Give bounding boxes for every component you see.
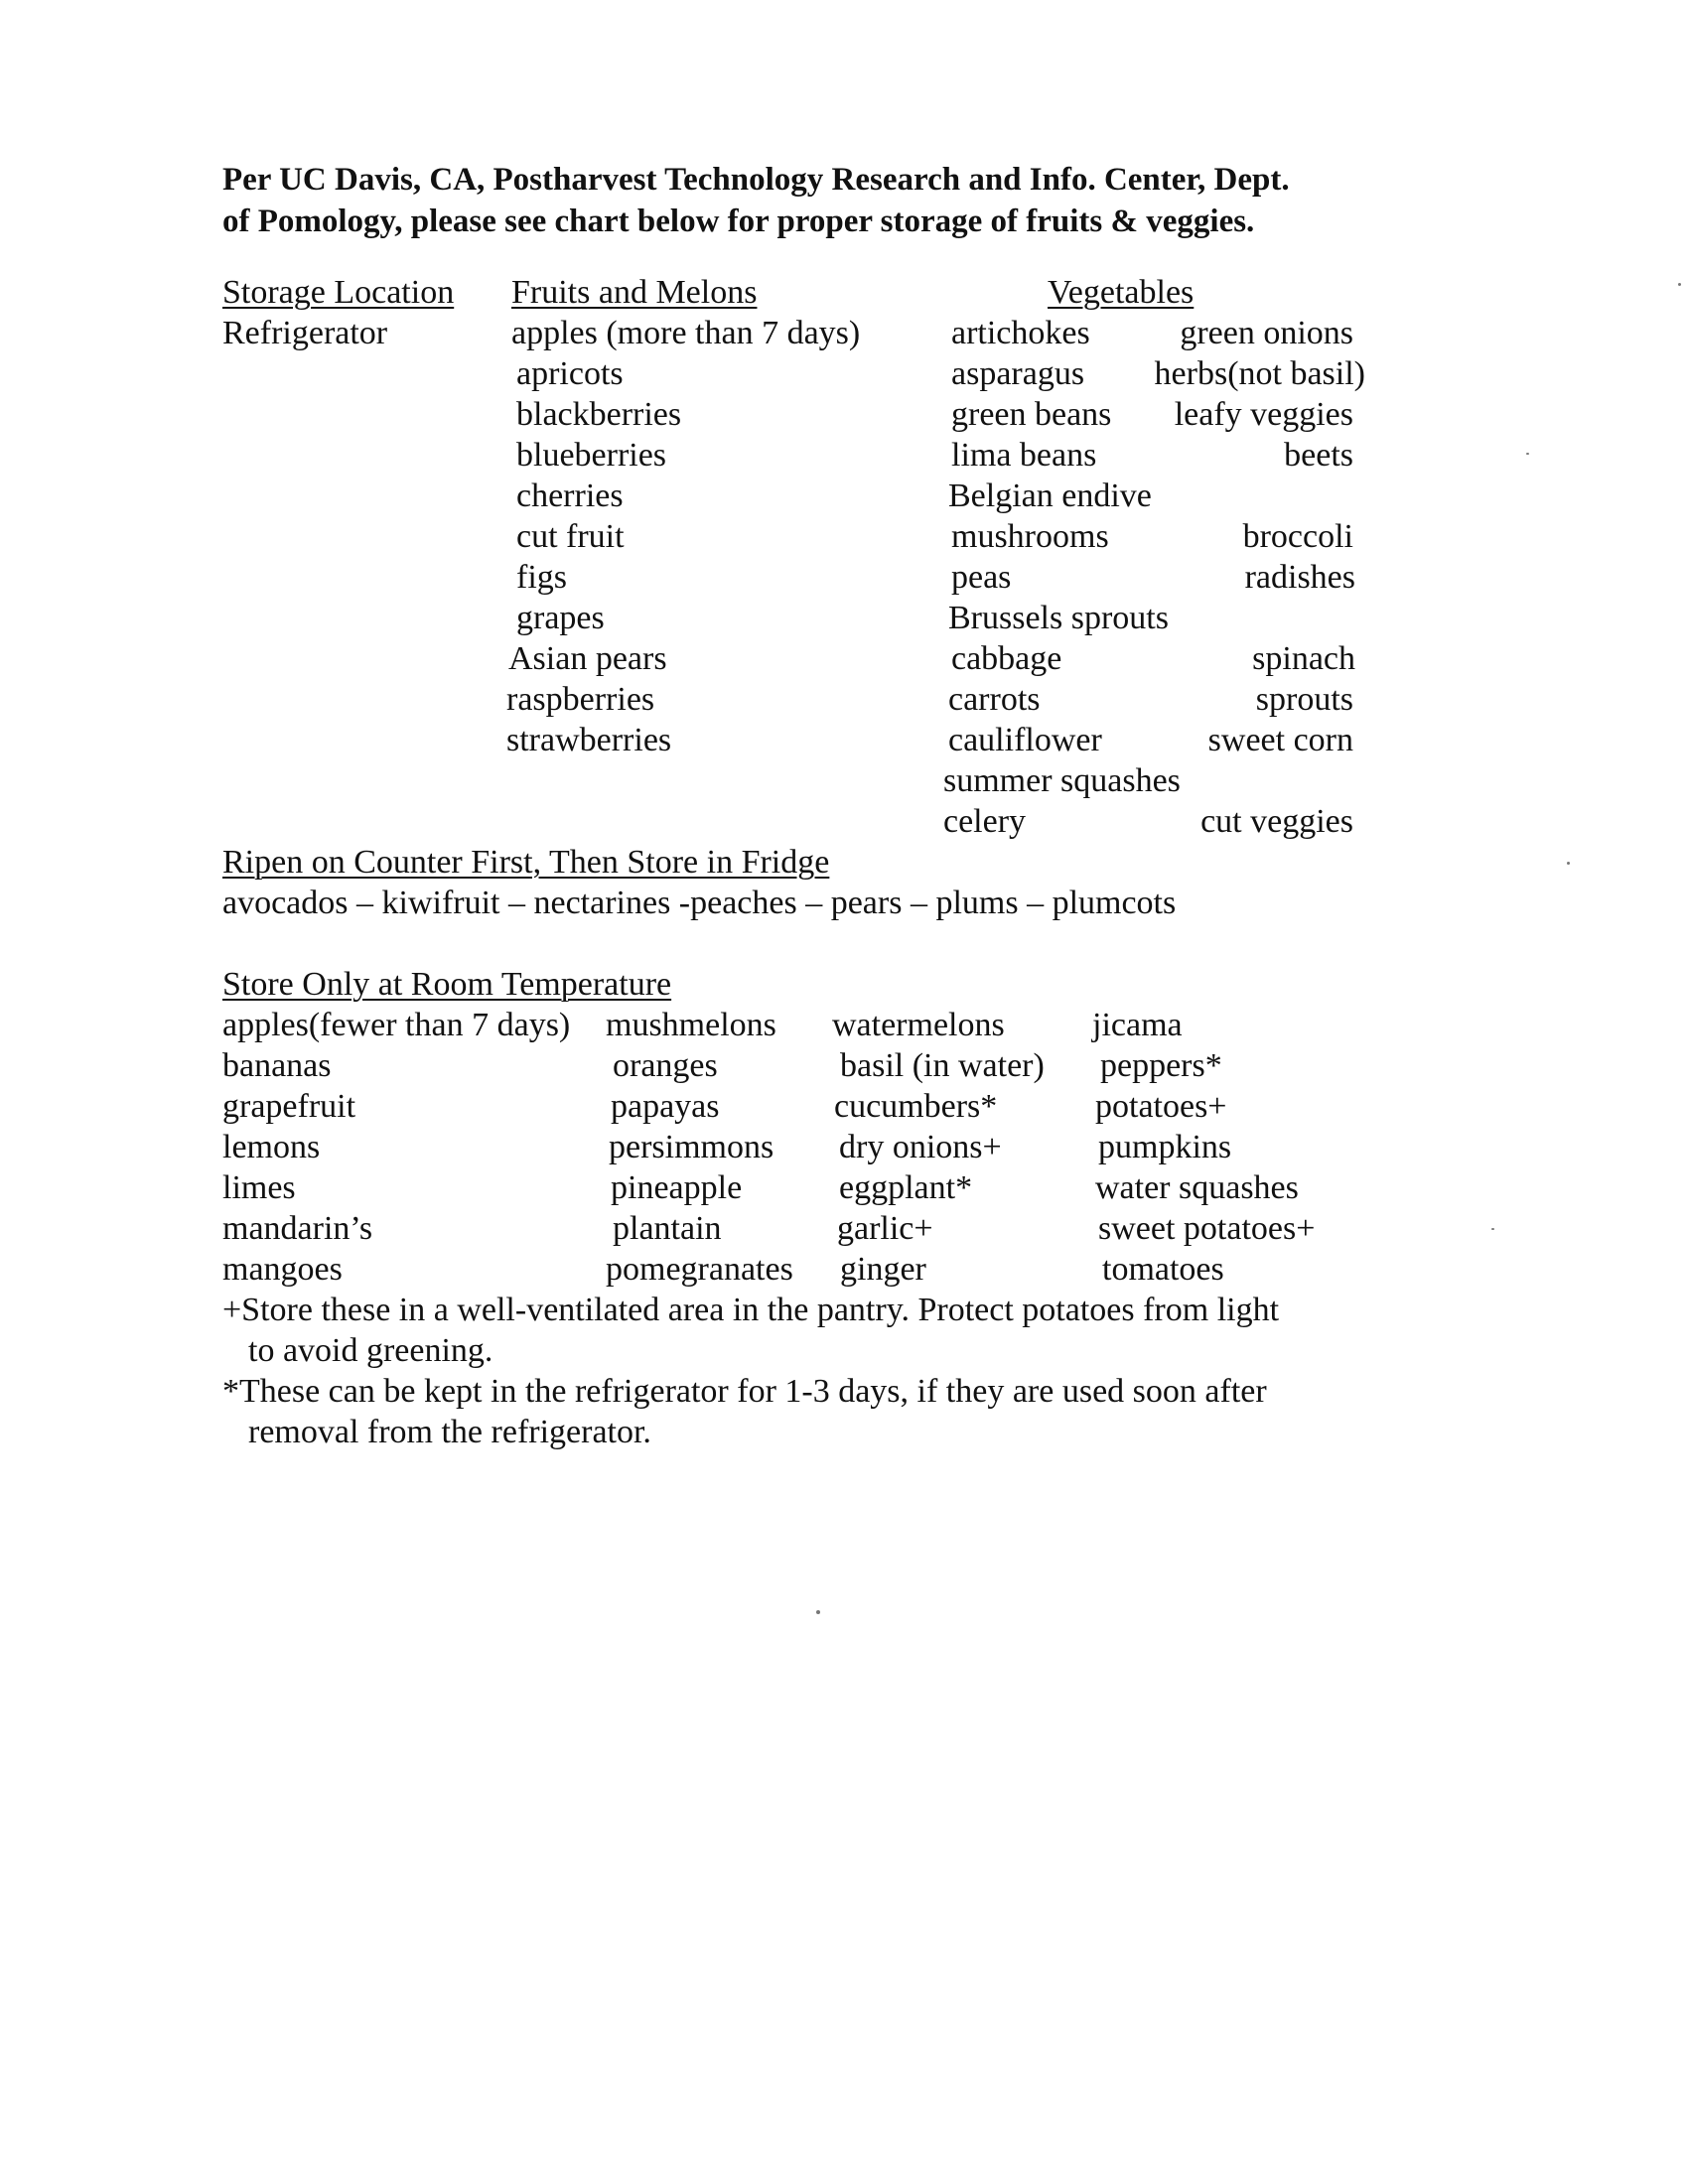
fridge-veg-item-right: beets (1284, 437, 1353, 474)
fridge-veg-item-right: cut veggies (1200, 803, 1353, 840)
room-temp-item: watermelons (832, 1007, 1005, 1043)
room-temp-item: mandarin’s (222, 1210, 373, 1247)
fridge-veg-item-right: green onions (1180, 315, 1353, 351)
fridge-veg-item: Belgian endive (948, 478, 1152, 514)
fridge-veg-item: artichokes (951, 315, 1090, 351)
scan-speck (816, 1610, 820, 1614)
fridge-veg-item: carrots (948, 681, 1041, 718)
room-temp-item: peppers* (1100, 1047, 1222, 1084)
scan-speck (1678, 283, 1681, 286)
intro-paragraph (222, 159, 1290, 242)
header-vegetables: Vegetables (1048, 274, 1195, 311)
header-storage-location: Storage Location (222, 274, 455, 311)
room-temp-item: tomatoes (1102, 1251, 1224, 1288)
room-temp-item: persimmons (609, 1129, 774, 1165)
fridge-veg-item-right: herbs(not basil) (1154, 355, 1365, 392)
room-temp-item: jicama (1092, 1007, 1183, 1043)
fridge-veg-item-right: sprouts (1255, 681, 1353, 718)
fridge-fruit-item: apples (more than 7 days) (511, 315, 861, 351)
fridge-veg-item: mushrooms (951, 518, 1109, 555)
fridge-veg-item-right: spinach (1252, 640, 1355, 677)
ripen-items: avocados – kiwifruit – nectarines -peaches – pears – plums – plumcots (222, 885, 1177, 921)
room-temp-item: eggplant* (839, 1169, 973, 1206)
fridge-veg-item-right: leafy veggies (1174, 396, 1353, 433)
room-temp-item: water squashes (1095, 1169, 1299, 1206)
note-star-line-2: removal from the refrigerator. (248, 1414, 651, 1450)
fridge-veg-item: cauliflower (948, 722, 1102, 758)
intro-line-1: Per UC Davis, CA, Postharvest Technology Research and Info. Center, Dept. (222, 162, 1290, 198)
fridge-fruit-item: blackberries (516, 396, 682, 433)
room-temp-item: lemons (222, 1129, 321, 1165)
header-fruits-and-melons: Fruits and Melons (511, 274, 758, 311)
room-temp-item: grapefruit (222, 1088, 356, 1125)
room-temp-item: basil (in water) (840, 1047, 1045, 1084)
room-temp-item: sweet potatoes+ (1098, 1210, 1316, 1247)
room-temp-item: pomegranates (606, 1251, 793, 1288)
intro-line-2: of Pomology, please see chart below for proper storage of fruits & veggies. (222, 204, 1255, 239)
fridge-fruit-item: figs (516, 559, 567, 596)
room-temp-item: potatoes+ (1095, 1088, 1227, 1125)
room-temp-item: mangoes (222, 1251, 343, 1288)
fridge-veg-item-right: broccoli (1242, 518, 1353, 555)
room-temp-item: pineapple (611, 1169, 743, 1206)
fridge-veg-item: cabbage (951, 640, 1062, 677)
fridge-fruit-item: Asian pears (508, 640, 667, 677)
room-temp-item: oranges (613, 1047, 718, 1084)
fridge-veg-item: summer squashes (943, 762, 1181, 799)
note-plus-line-2: to avoid greening. (248, 1332, 493, 1369)
room-temp-item: cucumbers* (834, 1088, 998, 1125)
room-temp-item: dry onions+ (839, 1129, 1002, 1165)
fridge-fruit-item: blueberries (516, 437, 667, 474)
location-refrigerator: Refrigerator (222, 315, 388, 351)
fridge-veg-item-right: sweet corn (1207, 722, 1353, 758)
scan-speck (1526, 453, 1529, 455)
ripen-heading: Ripen on Counter First, Then Store in Fridge (222, 844, 830, 881)
fridge-veg-item: peas (951, 559, 1012, 596)
fridge-veg-item: celery (943, 803, 1027, 840)
room-temp-heading: Store Only at Room Temperature (222, 966, 672, 1003)
note-plus-line-1: +Store these in a well-ventilated area in the pantry. Protect potatoes from light (222, 1292, 1280, 1328)
fridge-fruit-item: grapes (516, 600, 605, 636)
fridge-veg-item: Brussels sprouts (948, 600, 1169, 636)
room-temp-item: pumpkins (1098, 1129, 1232, 1165)
room-temp-item: limes (222, 1169, 296, 1206)
fridge-fruit-item: raspberries (506, 681, 655, 718)
room-temp-item: mushmelons (606, 1007, 776, 1043)
fridge-fruit-item: cut fruit (516, 518, 625, 555)
note-star-line-1: *These can be kept in the refrigerator for 1-3 days, if they are used soon after (222, 1373, 1267, 1410)
room-temp-item: garlic+ (837, 1210, 933, 1247)
room-temp-item: apples(fewer than 7 days) (222, 1007, 571, 1043)
room-temp-item: ginger (840, 1251, 926, 1288)
fridge-veg-item: asparagus (951, 355, 1085, 392)
fridge-veg-item: green beans (951, 396, 1112, 433)
fridge-veg-item: lima beans (951, 437, 1097, 474)
fridge-fruit-item: apricots (516, 355, 624, 392)
fridge-fruit-item: cherries (516, 478, 624, 514)
fridge-veg-item-right: radishes (1244, 559, 1355, 596)
fridge-fruit-item: strawberries (506, 722, 672, 758)
scan-speck (1491, 1228, 1494, 1230)
room-temp-item: papayas (611, 1088, 720, 1125)
scan-speck (1567, 862, 1570, 865)
room-temp-item: bananas (222, 1047, 332, 1084)
room-temp-item: plantain (613, 1210, 722, 1247)
